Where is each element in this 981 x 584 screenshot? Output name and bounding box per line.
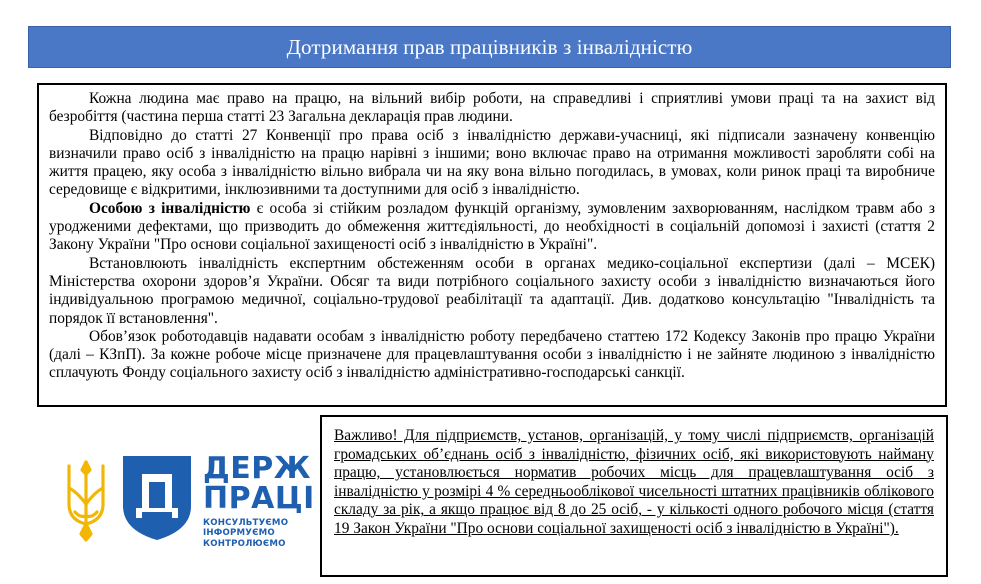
title-banner [28,26,951,68]
paragraph-right-to-work: Кожна людина має право на працю, на вільний вибір роботи, на справедливі і сприятливі умови праці та на захист від безробіття (частина перша статті 23 Загальна декларація прав людини. [49,90,935,126]
paragraph-employer-duty: Обов’язок роботодавців надавати особам з інвалідністю роботу передбачено статтею 172 Кодексу Законів про працю України (далі – КЗпП). За кожне робоче місце призначене для працевлаштування особи з інвалідністю і не зайняте людиною з інвалідністю сплачують Фонду соціального захисту осіб з інвалідністю адміністративно-господарські санкції. [49,327,935,382]
paragraph-msek: Встановлюють інвалідність експертним обстеженням особи в органах медико-соціальної експертизи (далі – МСЕК) Міністерства охорони здоров’я України. Обсяг та види потрібного соціального захисту особи з інвалідністю визначаються його індивідуальною програмою медичної, соціально-трудової реабілітації та адаптації. Див. додатково консультацію "Інвалідність та порядок її встановлення". [49,254,935,327]
logo-text [203,451,315,549]
definition-text: є особа зі стійким розладом функцій організму, зумовленим захворюванням, наслідком травм або з уродженими дефектами, що призводить до обмеження життєдіяльності, до необхідності в соціальній допомозі і захисті (стаття 2 Закону України "Про основи соціальної захищеності осіб з інвалідністю в Україні". [49,199,935,254]
trident-icon [65,458,107,544]
paragraph-definition [49,200,935,255]
important-notice-text: Важливо! Для підприємств, установ, організацій, у тому числі підприємств, організацій громадських об’єднань осіб з інвалідністю, фізичних осіб, які використовують найману працю, установлюється норматив робочих місць для працевлаштування осіб з інвалідністю у розмірі 4 % середньооблікової чисельності штатних працівників облікового складу за рік, а якщо працює від 8 до 25 осіб, - у кількості одного робочого місця (стаття 19 Закон України "Про основи соціальної захищеності осіб з інвалідністю в Україні"). [334,427,934,537]
important-notice-box [320,415,948,577]
logo-line-2: ПРАЦІ [203,481,315,516]
paragraph-convention: Відповідно до статті 27 Конвенції про права осіб з інвалідністю держави-учасниці, які підписали зазначену конвенцію визначили право осіб з інвалідністю на працю нарівні з іншими; воно включає право на отримання можливості заробляти собі на життя працею, яку особа з інвалідністю вільно вибрала чи на яку вона вільно погодилась, в умовах, коли ринок праці та виробниче середовище є відкритими, інклюзивними та доступними для осіб з інвалідністю. [49,126,935,199]
logo-slogan-1: КОНСУЛЬТУЄМО [203,518,289,528]
main-text-box [37,83,947,407]
logo-slogan-3: КОНТРОЛЮЄМО [203,538,286,549]
page-title: Дотримання прав працівників з інвалідністю [286,34,693,59]
definition-term: Особою з інвалідністю [89,199,251,217]
logo-line-1: ДЕРЖ [203,451,311,486]
shield-d-icon [119,452,195,542]
logo-slogan-2: ІНФОРМУЄМО [203,528,275,539]
derzhpratsi-logo [65,451,315,549]
